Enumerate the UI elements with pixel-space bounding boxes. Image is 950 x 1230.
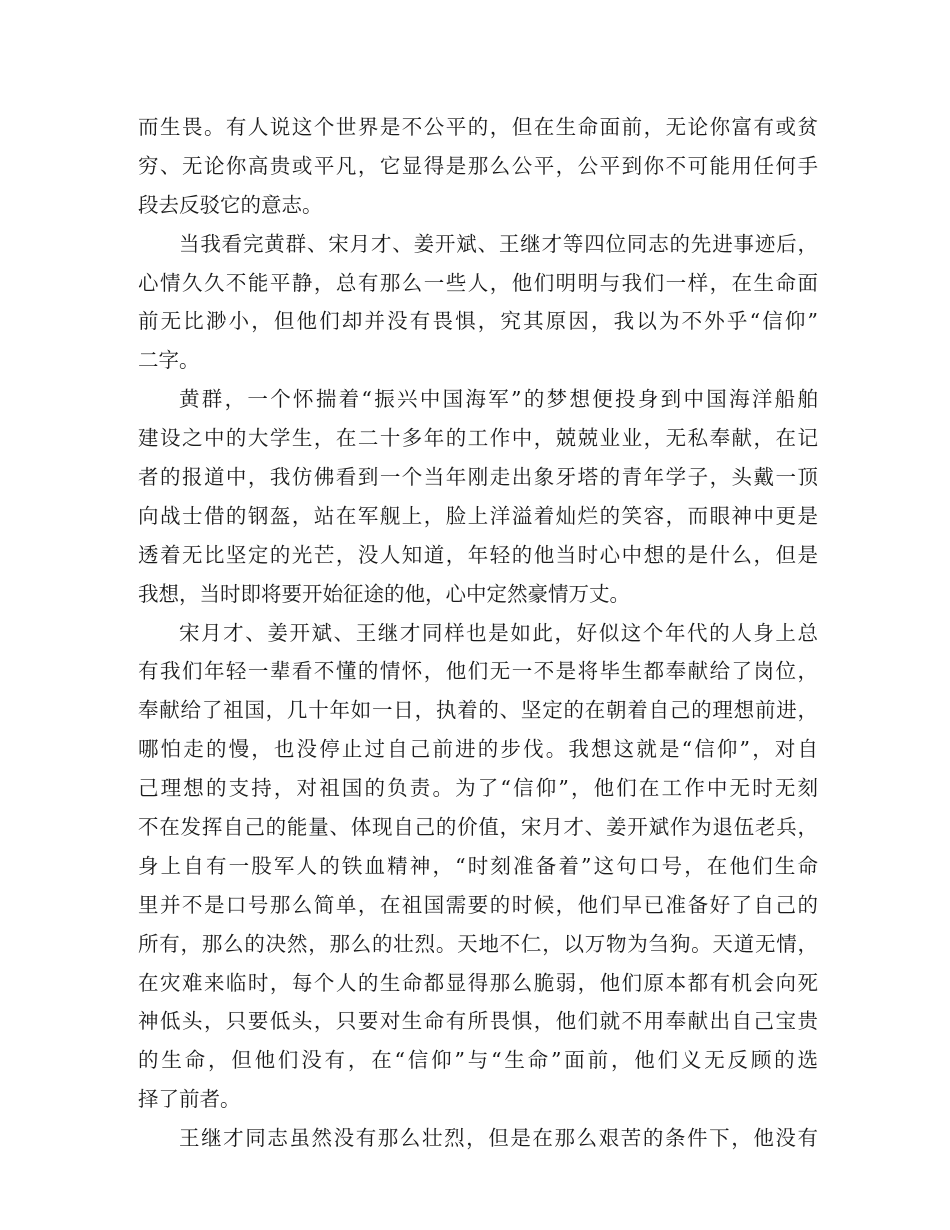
- text-line: 者的报道中，我仿佛看到一个当年刚走出象牙塔的青年学子，头戴一顶: [138, 465, 818, 490]
- text-line: 透着无比坚定的光芒，没人知道，年轻的他当时心中想的是什么，但是: [138, 542, 818, 567]
- text-line: 神低头，只要低头，只要对生命有所畏惧，他们就不用奉献出自己宝贵: [138, 1009, 818, 1034]
- text-line: 向战士借的钢盔，站在军舰上，脸上洋溢着灿烂的笑容，而眼神中更是: [138, 503, 818, 528]
- paragraph-first-line: 当我看完黄群、宋月才、姜开斌、王继才等四位同志的先进事迹后，: [179, 231, 818, 256]
- paragraph-first-line: 宋月才、姜开斌、王继才同样也是如此，好似这个年代的人身上总: [179, 620, 818, 645]
- text-line: 段去反驳它的意志。: [138, 192, 323, 217]
- text-line: 建设之中的大学生，在二十多年的工作中，兢兢业业，无私奉献，在记: [138, 426, 818, 451]
- text-line: 择了前者。: [138, 1087, 241, 1112]
- text-line: 的生命，但他们没有，在“信仰”与“生命”面前，他们义无反顾的选: [138, 1048, 818, 1073]
- document-body: [138, 108, 818, 1158]
- paragraph-first-line: 黄群，一个怀揣着“振兴中国海军”的梦想便投身到中国海洋船舶: [179, 387, 818, 412]
- text-line: 有我们年轻一辈看不懂的情怀，他们无一不是将毕生都奉献给了岗位，: [138, 659, 818, 684]
- text-line: 里并不是口号那么简单，在祖国需要的时候，他们早已准备好了自己的: [138, 892, 818, 917]
- text-line: 所有，那么的决然，那么的壮烈。天地不仁，以万物为刍狗。天道无情，: [138, 931, 818, 956]
- text-line: 不在发挥自己的能量、体现自己的价值，宋月才、姜开斌作为退伍老兵，: [138, 815, 818, 840]
- text-line: 而生畏。有人说这个世界是不公平的，但在生命面前，无论你富有或贫: [138, 115, 818, 139]
- text-line: 己理想的支持，对祖国的负责。为了“信仰”，他们在工作中无时无刻: [138, 776, 818, 801]
- text-line: 哪怕走的慢，也没停止过自己前进的步伐。我想这就是“信仰”，对自: [138, 737, 818, 762]
- paragraph-first-line: 王继才同志虽然没有那么壮烈，但是在那么艰苦的条件下，他没有: [179, 1126, 818, 1151]
- text-line: 在灾难来临时，每个人的生命都显得那么脆弱，他们原本都有机会向死: [138, 970, 818, 995]
- text-line: 奉献给了祖国，几十年如一日，执着的、坚定的在朝着自己的理想前进，: [138, 698, 818, 723]
- text-line: 我想，当时即将要开始征途的他，心中定然豪情万丈。: [138, 581, 630, 606]
- text-line: 穷、无论你高贵或平凡，它显得是那么公平，公平到你不可能用任何手: [138, 153, 818, 178]
- text-line: 身上自有一股军人的铁血精神，“时刻准备着”这句口号，在他们生命: [138, 853, 818, 878]
- text-line: 前无比渺小，但他们却并没有畏惧，究其原因，我以为不外乎“信仰”: [138, 309, 818, 334]
- text-line: 心情久久不能平静，总有那么一些人，他们明明与我们一样，在生命面: [138, 270, 818, 295]
- text-line: 二字。: [138, 348, 200, 373]
